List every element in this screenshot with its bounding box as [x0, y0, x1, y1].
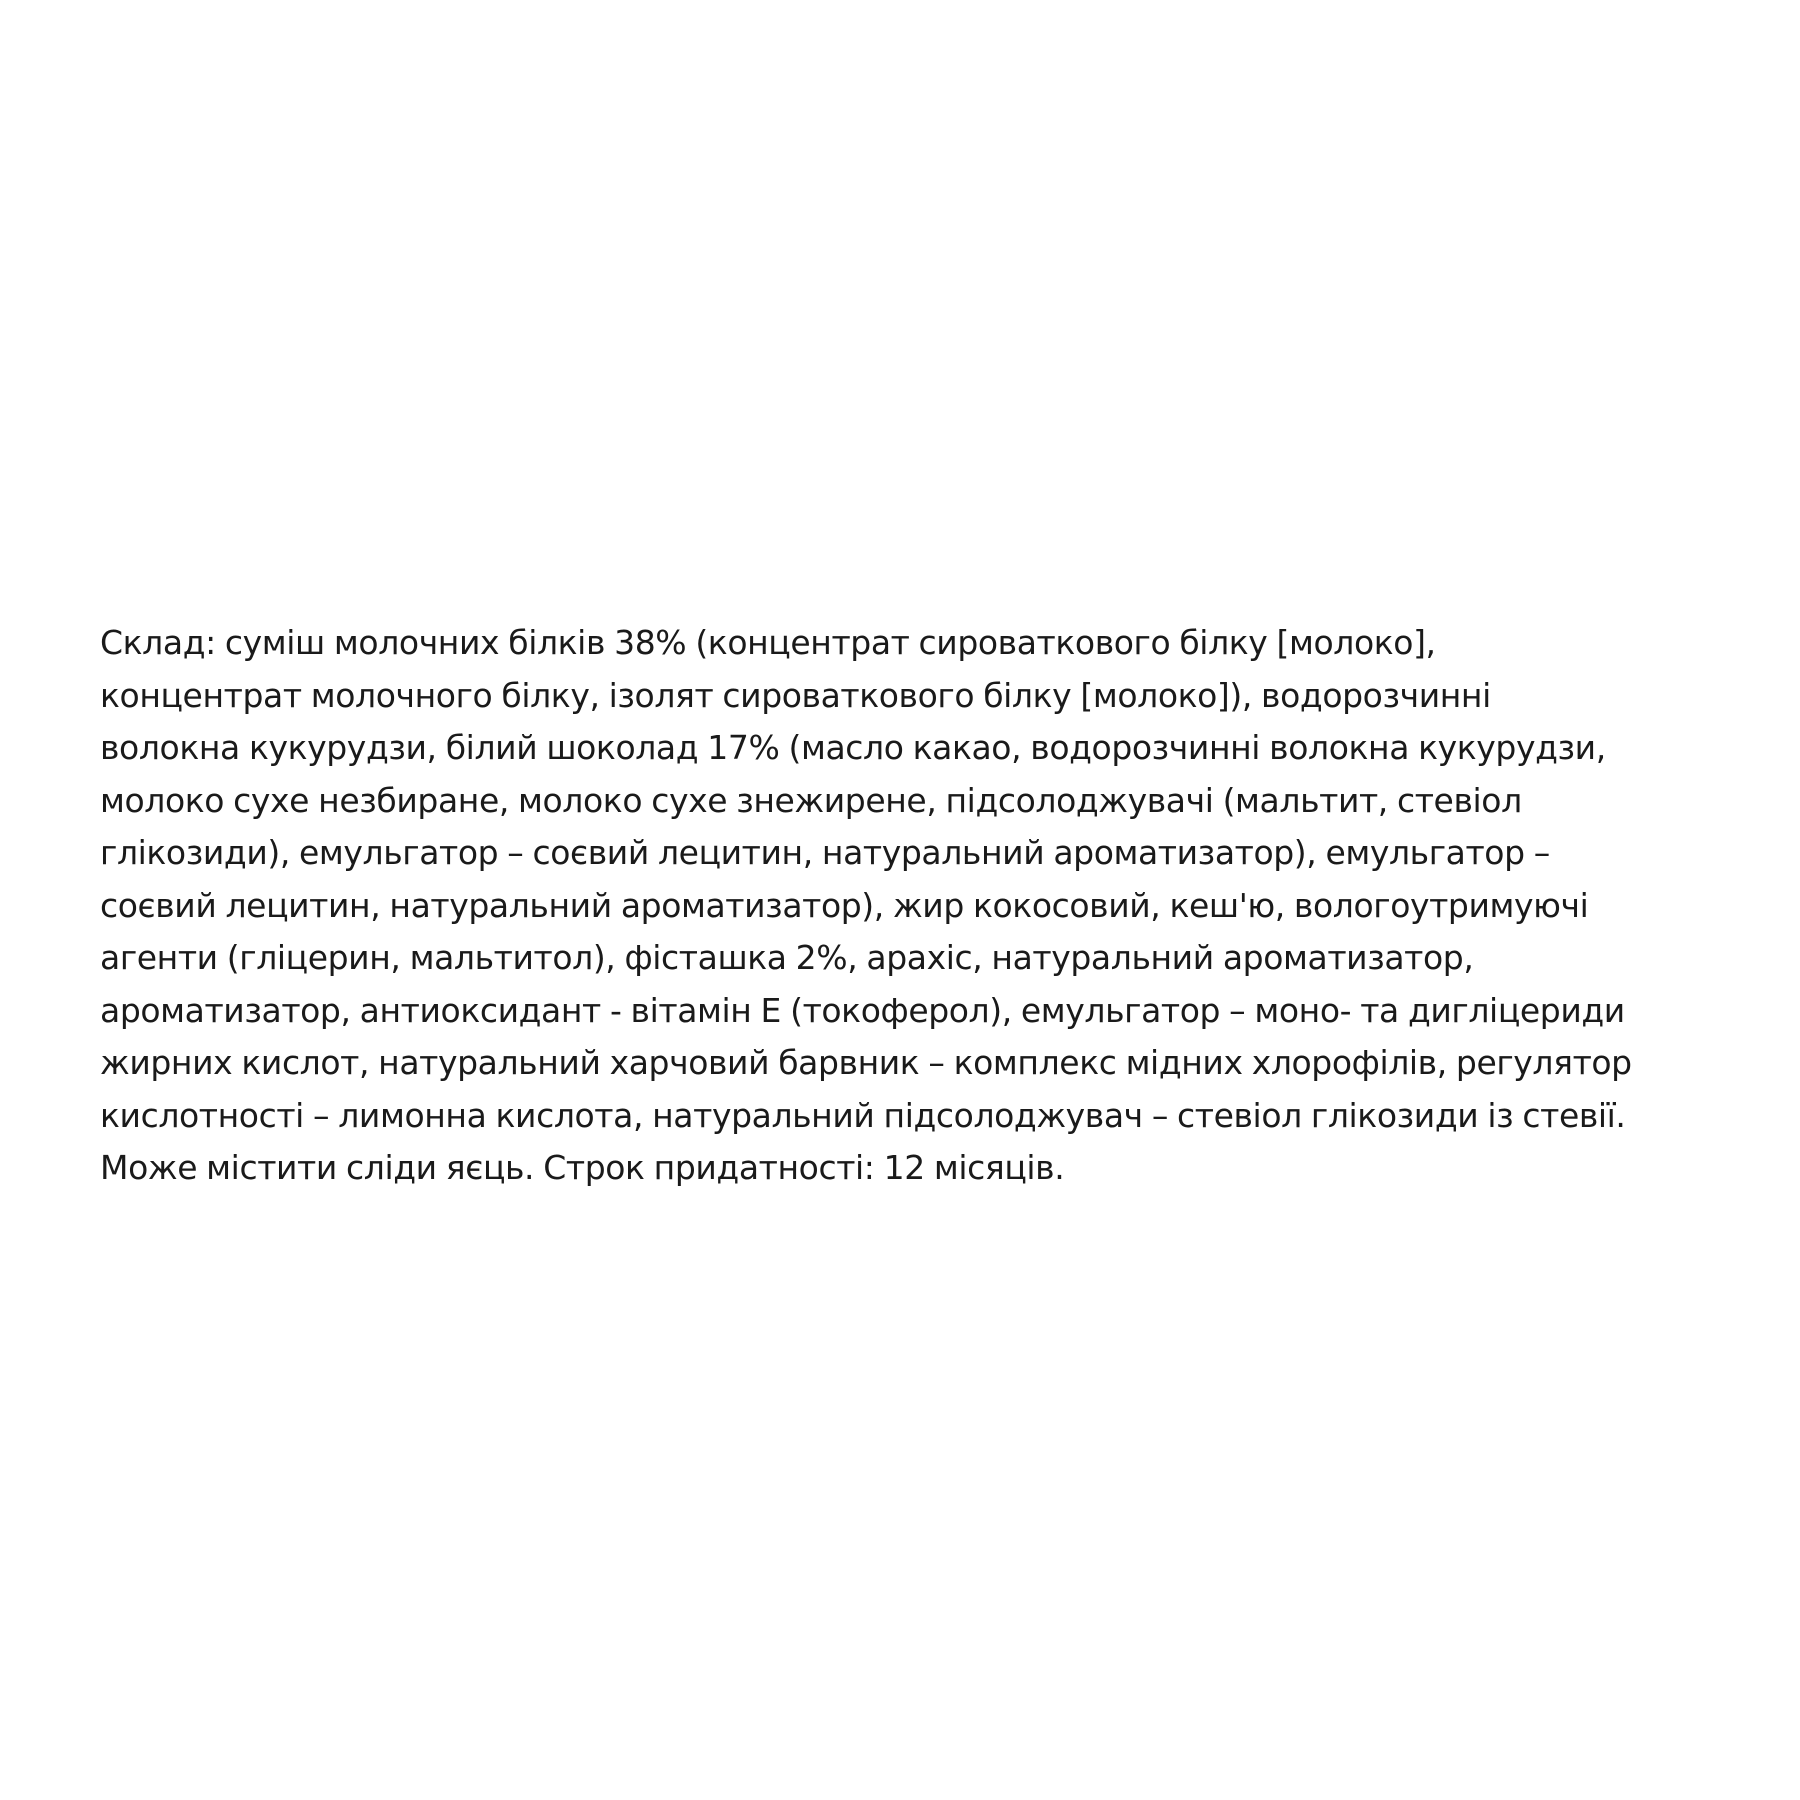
- text-line: агенти (гліцерин, мальтитол), фісташка 2%, арахіс, натуральний ароматизатор,: [100, 938, 1474, 977]
- text-line: волокна кукурудзи, білий шоколад 17% (масло какао, водорозчинні волокна кукурудзи,: [100, 728, 1606, 767]
- text-line: жирних кислот, натуральний харчовий барвник – комплекс мідних хлорофілів, регулятор: [100, 1043, 1632, 1082]
- ingredients-text: [100, 617, 1750, 1195]
- text-line: концентрат молочного білку, ізолят сироваткового білку [молоко]), водорозчинні: [100, 675, 1491, 715]
- text-line: Склад: суміш молочних білків 38% (концентрат сироваткового білку [молоко],: [100, 623, 1436, 662]
- text-line: кислотності – лимонна кислота, натуральний підсолоджувач – стевіол глікозиди із стевії.: [100, 1095, 1626, 1135]
- text-line: ароматизатор, антиоксидант - вітамін Е (токоферол), емульгатор – моно- та дигліцериди: [100, 990, 1625, 1030]
- text-line: Може містити сліди яєць. Строк придатності: 12 місяців.: [100, 1148, 1065, 1187]
- text-line: глікозиди), емульгатор – соєвий лецитин, натуральний ароматизатор), емульгатор –: [100, 833, 1550, 872]
- text-line: молоко сухе незбиране, молоко сухе знежирене, підсолоджувачі (мальтит, стевіол: [100, 780, 1522, 820]
- text-line: соєвий лецитин, натуральний ароматизатор), жир кокосовий, кеш'ю, вологоутримуючі: [100, 885, 1589, 925]
